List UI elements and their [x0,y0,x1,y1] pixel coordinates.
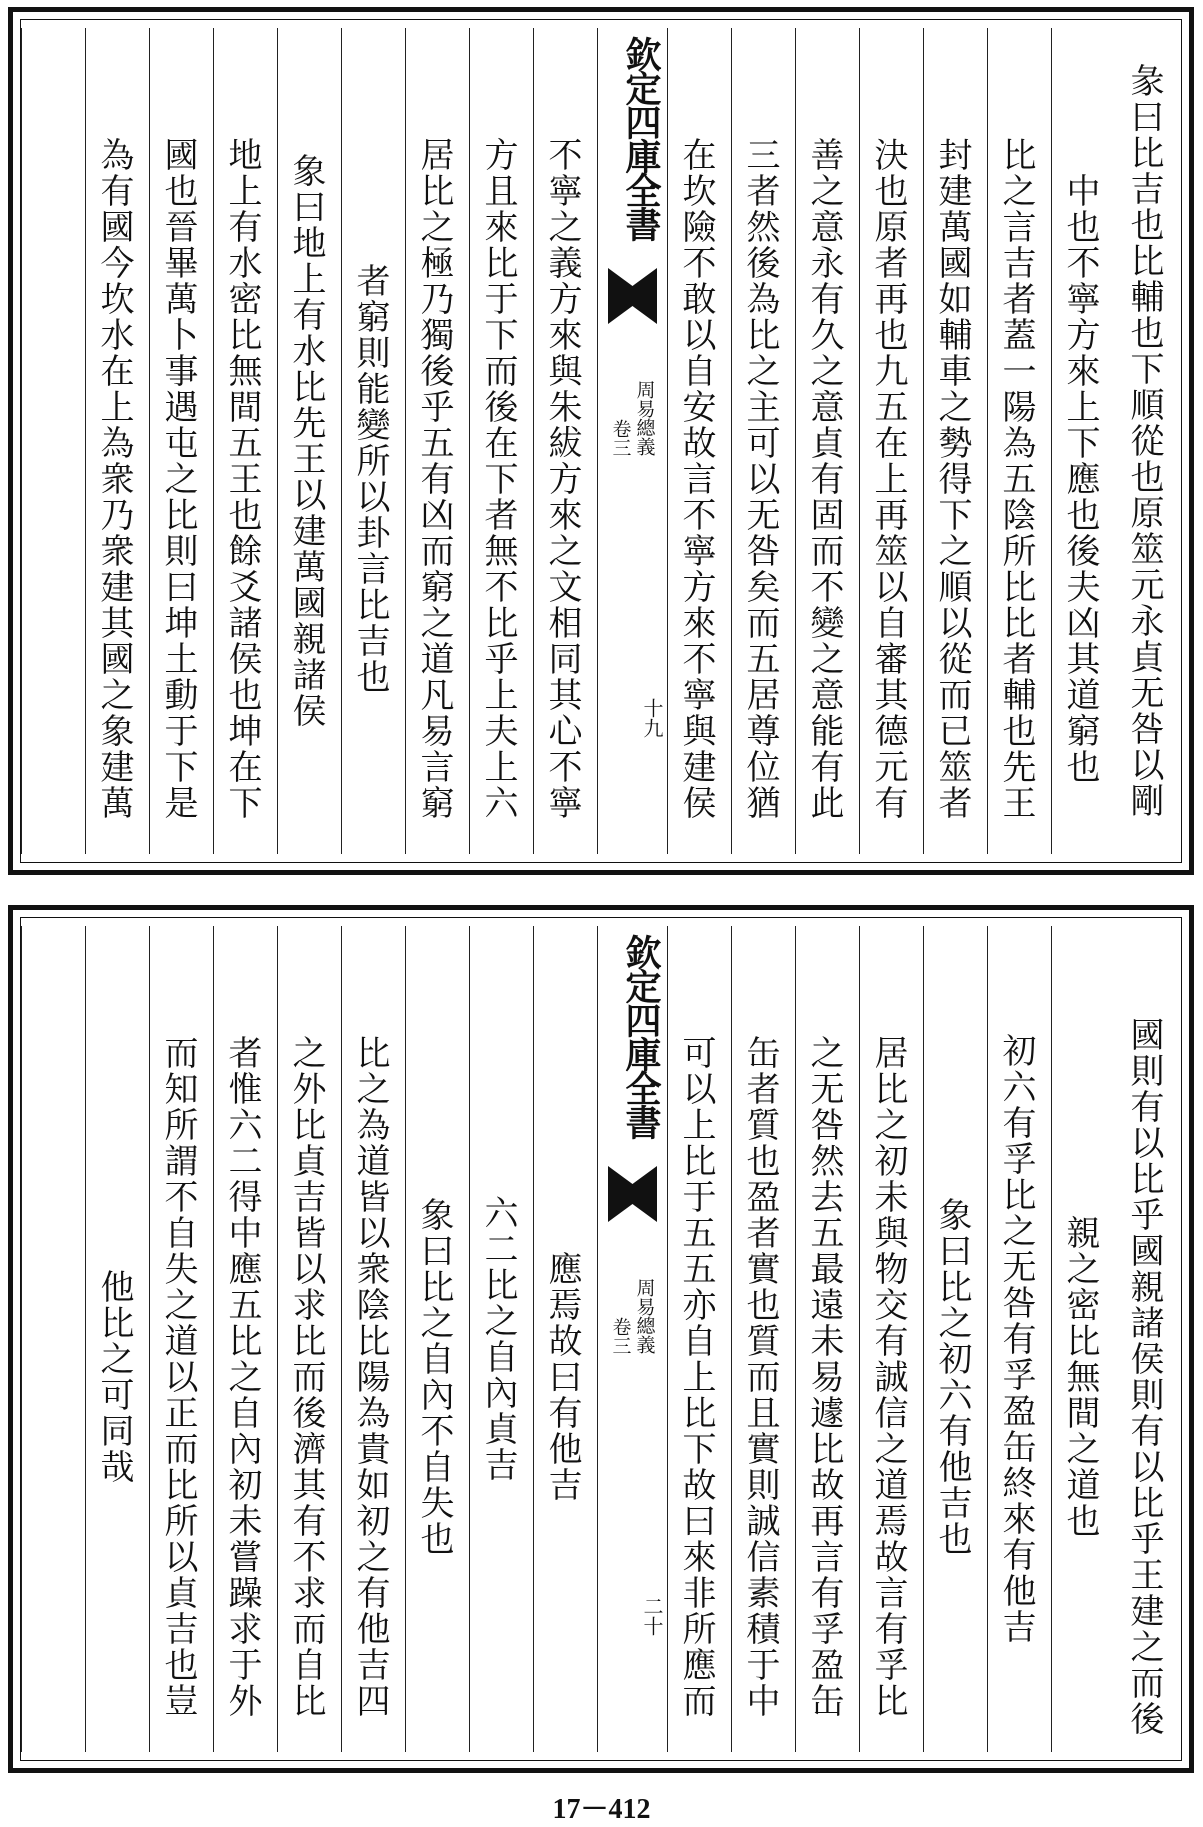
column-text: 在坎險不敢以自安故言不寧方來不寧與建侯 [676,137,716,821]
text-column [533,926,597,1752]
column-text: 封建萬國如輔車之勢得下之順以從而已筮者 [932,137,972,821]
text-frame [20,19,1182,863]
spine-page-number: 十九 [640,698,664,738]
spine-book-name: 周易總義 [633,380,656,456]
fish-tail-mark [608,1166,657,1222]
column-text: 親之密比無間之道也 [1060,1215,1100,1539]
spine-volume: 卷三 [609,1317,632,1355]
column-text: 居比之極乃獨後乎五有凶而窮之道凡易言窮 [414,137,454,821]
column-text: 六二比之自內貞吉 [478,1195,518,1483]
text-column [277,28,341,854]
column-text: 國則有以比乎國親諸侯則有以比乎王建之而後 [1124,1017,1164,1737]
fish-tail-mark [608,268,657,324]
column-text: 中也不寧方來上下應也後夫凶其道窮也 [1060,173,1100,785]
text-column [731,926,795,1752]
page-panel-bottom [8,905,1194,1773]
column-text: 不寧之義方來與朱紱方來之文相同其心不寧 [542,137,582,821]
spine-title: 欽定四庫全書 [620,36,662,240]
column-text: 彖曰比吉也比輔也下順從也原筮元永貞无咎以剛 [1124,63,1164,819]
column-text: 應焉故曰有他吉 [542,1251,582,1503]
text-column [667,28,731,854]
spine-subtitle [598,1256,667,1376]
column-text: 國也晉畢萬卜事遇屯之比則曰坤土動于下是 [158,137,198,821]
spine-column [597,926,667,1752]
text-column [149,28,213,854]
spine-volume: 卷三 [609,419,632,457]
text-column [277,926,341,1752]
text-column [149,926,213,1752]
text-column [859,926,923,1752]
text-column [405,926,469,1752]
text-column [85,926,149,1752]
text-column [859,28,923,854]
spine-subtitle [598,358,667,478]
spine-page-number: 二十 [640,1596,664,1636]
text-column [923,926,987,1752]
text-column [987,28,1051,854]
empty-column [21,926,85,1752]
column-text: 居比之初未與物交有誠信之道焉故言有孚比 [868,1035,908,1719]
text-column [469,28,533,854]
text-column [213,28,277,854]
column-text: 象曰比之初六有他吉也 [932,1197,972,1557]
column-text: 象曰比之自內不自失也 [414,1197,454,1557]
empty-column [21,28,85,854]
text-column [85,28,149,854]
text-column [469,926,533,1752]
text-column [987,926,1051,1752]
text-column [405,28,469,854]
text-column [667,926,731,1752]
text-column [341,28,405,854]
text-column [923,28,987,854]
spine-title: 欽定四庫全書 [620,934,662,1138]
column-text: 者惟六二得中應五比之自內初未嘗躁求于外 [222,1035,262,1719]
spine-book-name: 周易總義 [633,1278,656,1354]
text-column [533,28,597,854]
column-text: 決也原者再也九五在上再筮以自審其德元有 [868,137,908,821]
text-column [1115,28,1179,854]
column-text: 初六有孚比之无咎有孚盈缶終來有他吉 [996,1033,1036,1645]
text-column [795,926,859,1752]
page-footer-number: 17－412 [552,1794,651,1825]
spine-column [597,28,667,854]
column-text: 他比之可同哉 [94,1269,134,1485]
text-column [341,926,405,1752]
column-text: 者窮則能變所以卦言比吉也 [350,263,390,695]
text-column [1115,926,1179,1752]
column-text: 可以上比于五五亦自上比下故曰來非所應而 [676,1035,716,1719]
column-text: 地上有水密比無間五王也餘爻諸侯也坤在下 [222,137,262,821]
page-panel-top [8,7,1194,875]
column-text: 方且來比于下而後在下者無不比乎上夫上六 [478,137,518,821]
column-text: 三者然後為比之主可以无咎矣而五居尊位猶 [740,137,780,821]
column-text: 為有國今坎水在上為衆乃衆建其國之象建萬 [94,137,134,821]
column-text: 善之意永有久之意貞有固而不變之意能有此 [804,137,844,821]
text-column [731,28,795,854]
column-text: 之无咎然去五最遠未易遽比故再言有孚盈缶 [804,1035,844,1719]
column-text: 比之言吉者蓋一陽為五陰所比比者輔也先王 [996,137,1036,821]
text-column [795,28,859,854]
text-column [213,926,277,1752]
column-text: 之外比貞吉皆以求比而後濟其有不求而自比 [286,1035,326,1719]
column-text: 比之為道皆以衆陰比陽為貴如初之有他吉四 [350,1035,390,1719]
text-column [1051,926,1115,1752]
column-text: 而知所謂不自失之道以正而比所以貞吉也豈 [158,1035,198,1719]
column-text: 象曰地上有水比先王以建萬國親諸侯 [286,153,326,729]
text-column [1051,28,1115,854]
text-frame [20,917,1182,1761]
column-text: 缶者質也盈者實也質而且實則誠信素積于中 [740,1035,780,1719]
